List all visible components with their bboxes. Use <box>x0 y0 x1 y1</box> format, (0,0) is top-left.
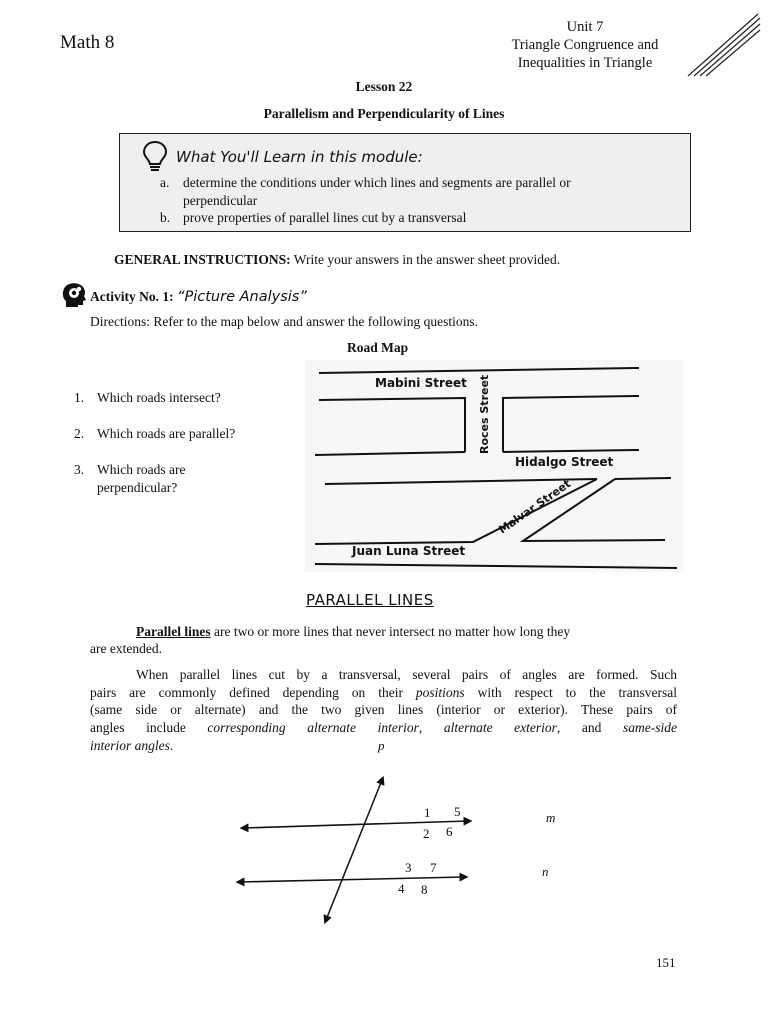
angle-label-5: 5 <box>454 804 461 819</box>
street-label-roces: Roces Street <box>478 374 491 454</box>
question-3-number: 3. <box>74 462 85 477</box>
street-label-mabini: Mabini Street <box>375 376 467 390</box>
street-label-hidalgo: Hidalgo Street <box>515 455 614 469</box>
unit-number: Unit 7 <box>566 19 604 35</box>
question-1-number: 1. <box>74 390 85 405</box>
objective-a-line1: determine the conditions under which lines and segments are parallel or <box>183 175 571 190</box>
section-title: PARALLEL LINES <box>306 591 434 609</box>
objective-marker-b: b. <box>160 210 171 225</box>
objective-a-line2: perpendicular <box>183 193 258 208</box>
transversal-label: p <box>378 740 385 753</box>
angle-label-1: 1 <box>424 805 431 820</box>
p2-line1: When parallel lines cut by a transversal, several pairs of angles are formed. Such <box>136 667 677 682</box>
p2-corresponding: corresponding alternate interior <box>207 720 419 735</box>
question-3-text-line2: perpendicular? <box>97 480 178 495</box>
angle-label-2: 2 <box>423 826 430 841</box>
learning-heading: What You'll Learn in this module: <box>176 148 423 166</box>
p1-text: are two or more lines that never intersect no matter how long they <box>210 624 571 639</box>
p2-line2 <box>90 684 677 702</box>
transversal-p <box>326 780 382 920</box>
transversal-diagram <box>220 740 580 930</box>
general-instructions <box>114 252 560 268</box>
p2-same-side: same-side <box>622 720 677 735</box>
activity-directions: Directions: Refer to the map below and answer the following questions. <box>90 314 479 329</box>
objective-marker-a: a. <box>160 175 170 190</box>
road-map <box>305 360 683 572</box>
p2-alternate-exterior: alternate exterior <box>443 720 557 735</box>
question-2-number: 2. <box>74 426 85 441</box>
p2-line2-b: with respect to the transversal <box>464 685 677 700</box>
question-2-text: Which roads are parallel? <box>97 426 236 441</box>
p2-line2-a: pairs are commonly defined depending on their <box>90 685 416 700</box>
p2-line5-b: . <box>169 738 174 753</box>
line-n <box>240 877 464 882</box>
p2-line4-b: , <box>418 720 444 735</box>
instructions-label: GENERAL INSTRUCTIONS: <box>114 252 291 267</box>
street-label-juan-luna: Juan Luna Street <box>352 544 466 558</box>
p2-line4-c: , and <box>556 720 623 735</box>
page-number: 151 <box>656 955 676 970</box>
lightbulb-icon <box>142 140 168 172</box>
unit-title-line1: Triangle Congruence and <box>511 37 659 53</box>
line-m <box>244 821 468 828</box>
line-n-label: n <box>542 864 549 879</box>
angle-label-7: 7 <box>430 860 437 875</box>
term-parallel-lines: Parallel lines <box>136 624 211 639</box>
paragraph-1-line2: are extended. <box>90 641 162 656</box>
question-3-text: Which roads are <box>97 462 186 477</box>
paragraph-1 <box>90 623 677 641</box>
lesson-title: Parallelism and Perpendicularity of Lines <box>263 106 505 121</box>
unit-header <box>470 18 700 72</box>
subject-title: Math 8 <box>60 32 115 53</box>
activity-label: Activity No. 1: <box>90 289 177 304</box>
angle-label-8: 8 <box>421 882 428 897</box>
objective-b-line1: prove properties of parallel lines cut by a transversal <box>183 210 467 225</box>
line-m-label: m <box>546 810 556 825</box>
activity-name: “Picture Analysis” <box>176 289 307 305</box>
angle-label-6: 6 <box>446 824 453 839</box>
question-1-text: Which roads intersect? <box>97 390 221 405</box>
angle-label-3: 3 <box>405 860 412 875</box>
p2-line4-a: angles include <box>90 720 208 735</box>
unit-title-line2: Inequalities in Triangle <box>517 55 653 71</box>
p2-line4 <box>90 719 677 737</box>
activity-title <box>90 289 307 305</box>
p2-positions: positions <box>415 685 465 700</box>
learning-objectives-box <box>119 133 691 232</box>
corner-decoration <box>682 8 762 80</box>
head-gears-icon <box>60 281 88 309</box>
map-caption: Road Map <box>347 340 409 355</box>
angle-label-4: 4 <box>398 881 405 896</box>
instructions-text: Write your answers in the answer sheet provided. <box>290 252 561 267</box>
lesson-number: Lesson 22 <box>355 79 413 94</box>
street-label-malvar: Malvar Street <box>496 477 574 537</box>
p2-line3: (same side or alternate) and the two given lines (interior or exterior). These pairs of <box>90 702 677 717</box>
p2-interior-angles: interior angles <box>90 738 170 753</box>
